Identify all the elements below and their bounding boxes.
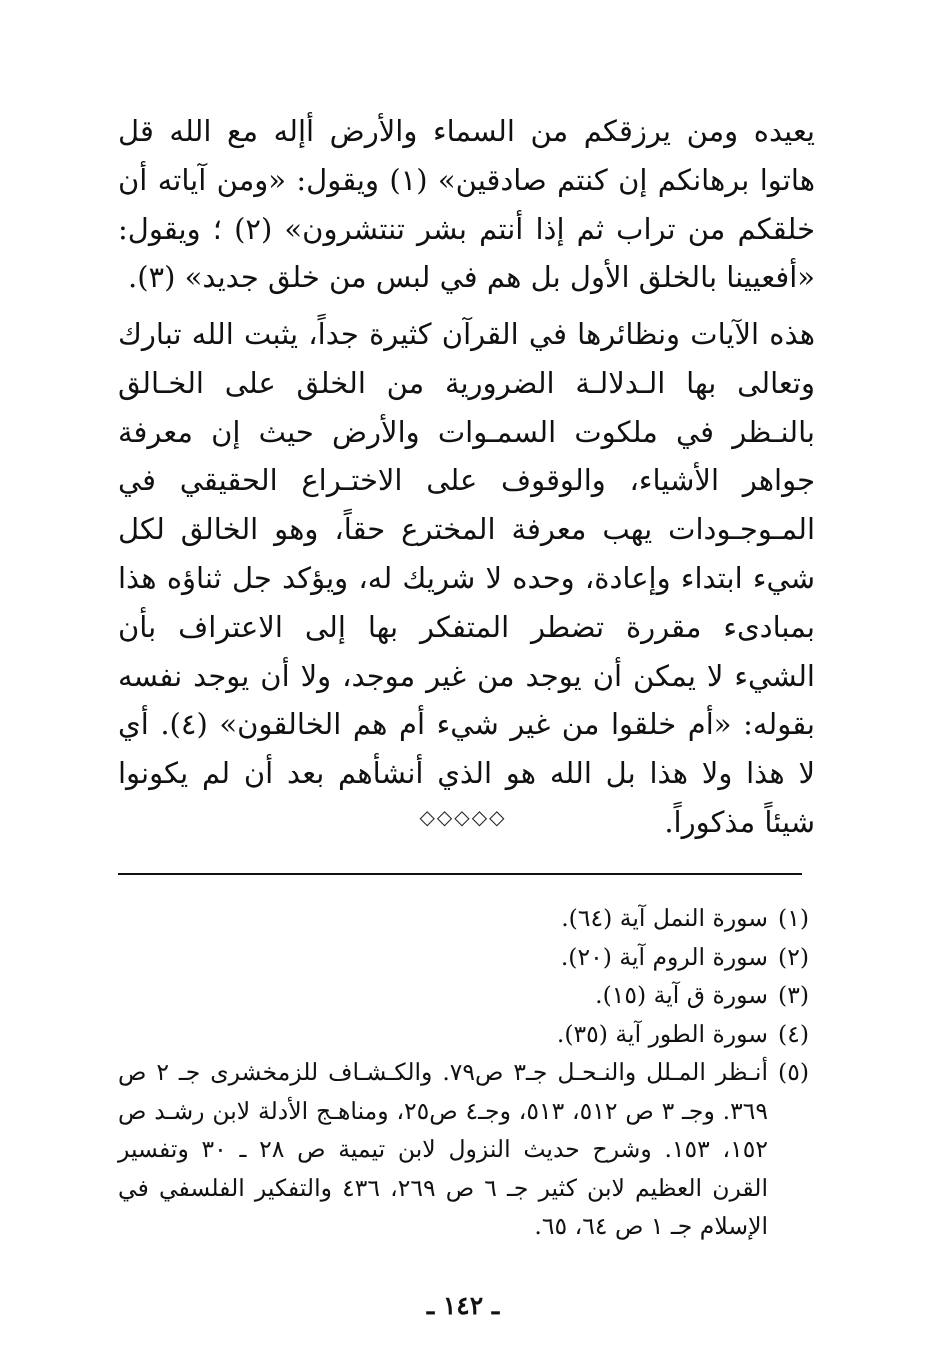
footnote-item bbox=[118, 1015, 815, 1054]
footnote-item bbox=[118, 1053, 815, 1246]
footnote-divider bbox=[118, 873, 802, 875]
paragraph-text: هذه الآيات ونظائرها في القرآن كثيرة جداً، يثبت الله تبارك وتعالى بها الـدلالـة الضرورية من الخلق على الخـالق بالنـظر في ملكوت السمـوات والأرض حيث إن معرفة جواهر الأشياء، والوقوف على الاختـراع الحقيقي في المـوجـودات يهب معرفة المخترع حقاً، وهو الخالق لكل شيء ابتداء وإعادة، وحده لا شريك له، ويؤكد جل ثناؤه هذا بمبادىء مقررة تضطر المتفكر بها إلى الاعتراف بأن الشيء لا يمكن أن يوجد من غير موجد، ولا أن يوجد نفسه بقوله: «أم خلقوا من غير شيء أم هم الخالقون» (٤). أي لا هذا ولا هذا بل الله هو الذي أنشأهم بعد أن لم يكونوا شيئاً مذكوراً. bbox=[118, 317, 815, 839]
footnote-text: أنـظر المـلل والنـحـل جـ٣ ص٧٩. والكـشـاف للزمخشرى جـ ٢ ص ٣٦٩. وجـ ٣ ص ٥١٢، ٥١٣، وجـ٤ ص٢٥، ومناهـج الأدلة لابن رشـد ص ١٥٢، ١٥٣. وشرح حديث النزول لابن تيمية ص ٢٨ ـ ٣٠ وتفسير القرن العظيم لابن كثير جـ ٦ ص ٢٦٩، ٤٣٦ والتفكير الفلسفي في الإسلام جـ ١ ص ٦٤، ٦٥. bbox=[118, 1058, 768, 1240]
footnote-item bbox=[118, 938, 815, 977]
body-paragraph-1 bbox=[118, 107, 815, 302]
footnote-number: (٣) bbox=[778, 981, 809, 1009]
page-number: ـ ١٤٢ ـ bbox=[426, 1291, 500, 1320]
footnote-text: سورة ق آية (١٥). bbox=[595, 981, 768, 1009]
footnote-item bbox=[118, 899, 815, 938]
footnote-number: (٤) bbox=[778, 1019, 809, 1048]
footnote-number: (٥) bbox=[778, 1058, 809, 1086]
section-separator: ◇◇◇◇◇ bbox=[419, 805, 507, 829]
footnotes bbox=[118, 899, 815, 1246]
footnote-text: سورة الروم آية (٢٠). bbox=[560, 942, 768, 971]
footnote-text: سورة الطور آية (٣٥). bbox=[556, 1019, 768, 1048]
footnote-number: (١) bbox=[778, 904, 809, 932]
paragraph-text: يعيده ومن يرزقكم من السماء والأرض أإله مع الله قل هاتوا برهانكم إن كنتم صادقين» (١) ويقول: «ومن آياته أن خلقكم من تراب ثم إذا أنتم بشر تنتشرون» (٢) ؛ ويقول: «أفعيينا بالخلق الأول بل هم في لبس من خلق جديد» (٣). bbox=[118, 114, 815, 295]
footnote-item bbox=[118, 976, 815, 1015]
footnote-text: سورة النمل آية (٦٤). bbox=[561, 904, 768, 932]
footnote-number: (٢) bbox=[778, 942, 809, 971]
body-paragraph-2 bbox=[118, 310, 815, 847]
